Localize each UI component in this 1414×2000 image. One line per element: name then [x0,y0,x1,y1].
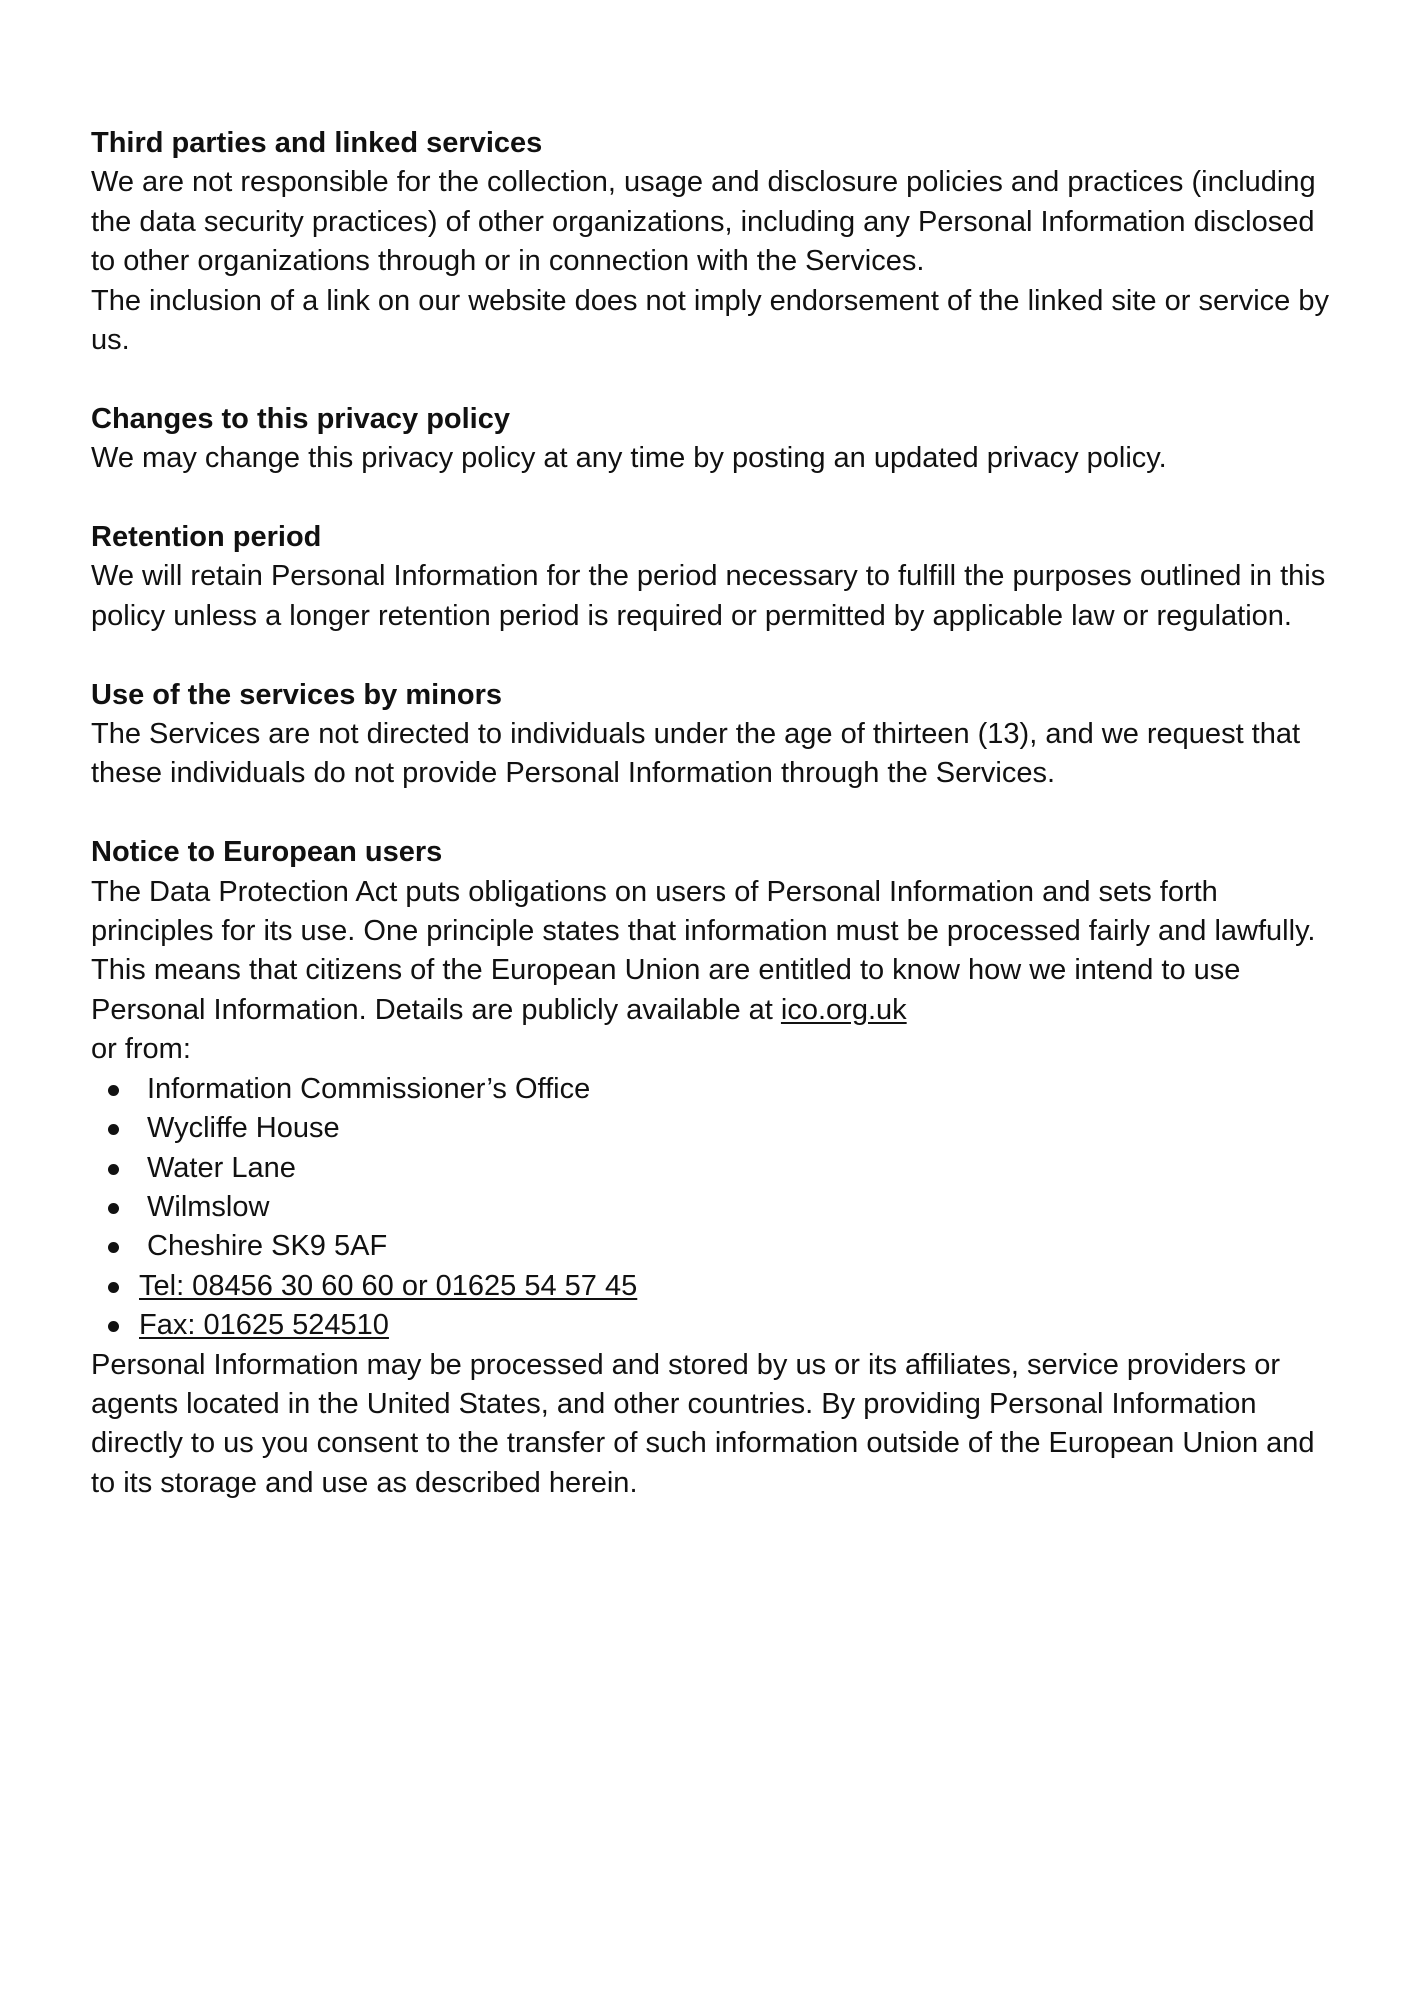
section-paragraph: The Services are not directed to individuals under the age of thirteen (13), and we request that these individuals do not provide Personal Information through the Services. [91,718,1301,790]
section-paragraph [91,873,1341,1070]
section-heading: Use of the services by minors [91,678,502,711]
section-paragraph: We are not responsible for the collection, usage and disclosure policies and practices (including the data security practices) of other organizations, including any Personal Information disclosed to other organizations through or in connection with the Services. [91,166,1316,278]
section-paragraph: The inclusion of a link on our website does not imply endorsement of the linked site or service by us. [91,284,1329,357]
bullet-icon [108,1124,119,1135]
bullet-icon [108,1242,119,1253]
section-heading: Notice to European users [91,836,443,869]
bullet-icon [108,1321,119,1332]
tel-line [91,1267,1341,1306]
section-heading: Third parties and linked services [91,127,543,159]
fax-link[interactable]: Fax: 01625 524510 [139,1309,389,1342]
intro-text: The Data Protection Act puts obligations on users of Personal Information and sets forth principles for its use. One principle states that information must be processed fairly and lawfully. This means that citizens of the European Union are entitled to know how we intend to use Personal Information. Details are publicly available at [91,875,1316,1026]
section-heading: Changes to this privacy policy [91,402,510,435]
section-paragraph: We may change this privacy policy at any time by posting an updated privacy policy. [91,442,1167,475]
section-minors [91,676,1341,794]
address-line: Wycliffe House [91,1109,1341,1148]
address-line: Water Lane [91,1149,1341,1188]
section-european-users [91,833,1341,1503]
section-paragraph: We will retain Personal Information for the period necessary to fulfill the purposes outlined in this policy unless a longer retention period is required or permitted by applicable law or regulation. [91,560,1326,632]
bullet-icon [108,1282,119,1293]
address-line: Cheshire SK9 5AF [91,1227,1341,1266]
address-line: Information Commissioner’s Office [91,1070,1341,1109]
address-list [91,1070,1341,1346]
address-line: Wilmslow [91,1188,1341,1227]
section-third-parties [91,124,1341,360]
document-page [91,124,1341,1543]
section-retention [91,518,1341,636]
ico-link[interactable]: ico.org.uk [780,993,907,1026]
intro-text-continued: or from: [91,1033,191,1066]
tel-link[interactable]: Tel: 08456 30 60 60 or 01625 54 57 45 [139,1269,638,1302]
bullet-icon [108,1164,119,1175]
bullet-icon [108,1085,119,1096]
fax-line [91,1306,1341,1345]
section-changes [91,400,1341,479]
bullet-icon [108,1203,119,1214]
closing-paragraph: Personal Information may be processed and stored by us or its affiliates, service providers or agents located in the United States, and other countries. By providing Personal Information directly to us you consent to the transfer of such information outside of the European Union and to its storage and use as described herein. [91,1348,1315,1499]
section-heading: Retention period [91,521,322,554]
